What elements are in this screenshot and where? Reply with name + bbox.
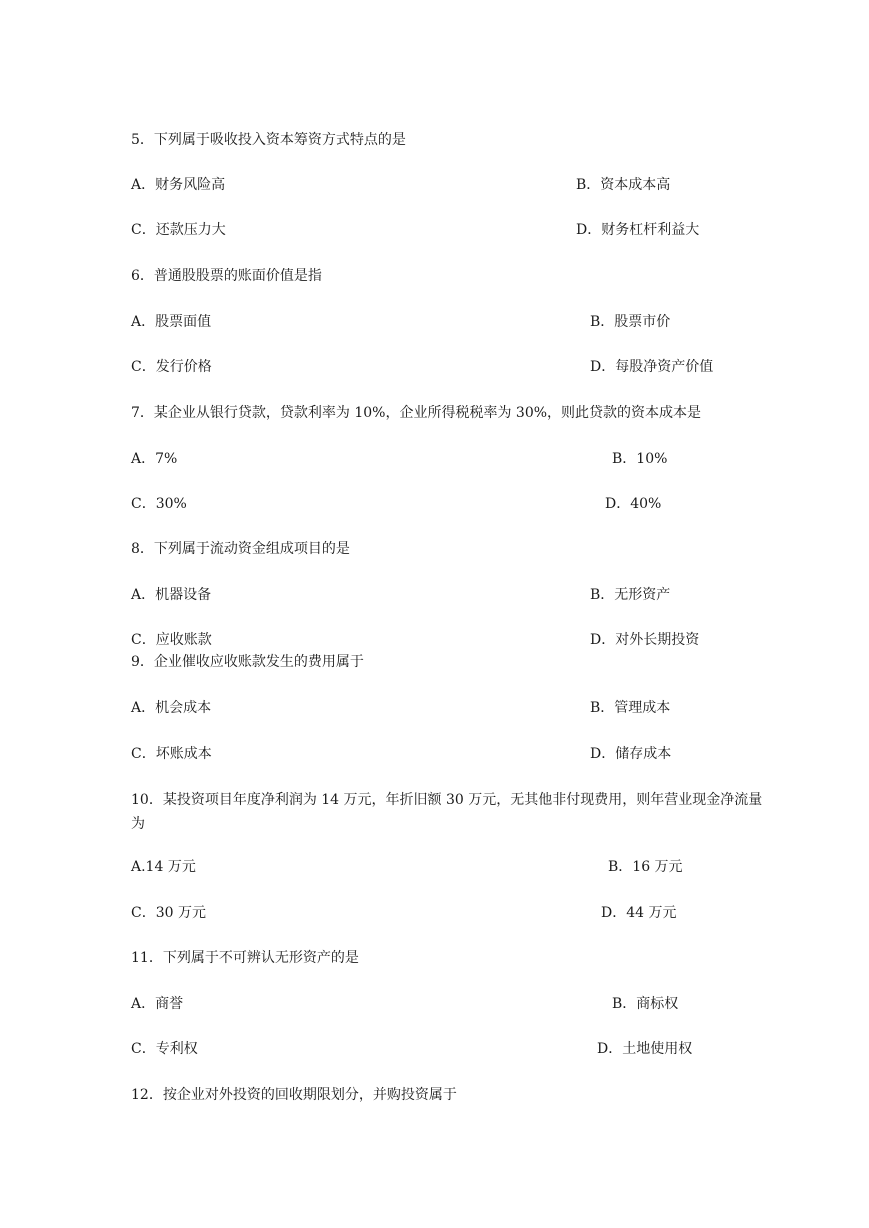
option-a: A.14 万元: [131, 859, 196, 875]
option-a: A．机器设备: [131, 587, 212, 603]
option-b: B．股票市价: [590, 314, 671, 330]
question-stem: 6．普通股股票的账面价值是指: [131, 268, 322, 284]
option-d: D．40%: [605, 496, 662, 512]
option-d: D．对外长期投资: [590, 632, 700, 648]
option-a: A．7%: [131, 451, 178, 467]
option-b: B．10%: [612, 451, 668, 467]
option-b: B．资本成本高: [576, 177, 671, 193]
option-c: C．发行价格: [131, 359, 212, 375]
option-d: D．44 万元: [601, 905, 677, 921]
question-stem: 10．某投资项目年度净利润为 14 万元，年折旧额 30 万元，无其他非付现费用，则年营业现金净流量为: [131, 792, 763, 832]
option-b: B．16 万元: [608, 859, 683, 875]
option-d: D．储存成本: [590, 746, 672, 762]
option-a: A．财务风险高: [131, 177, 226, 193]
question-stem: 8．下列属于流动资金组成项目的是: [131, 541, 350, 557]
option-c: C．30%: [131, 496, 187, 512]
option-a: A．机会成本: [131, 700, 212, 716]
option-c: C．应收账款: [131, 632, 212, 648]
question-stem: 9．企业催收应收账款发生的费用属于: [131, 654, 364, 670]
option-d: D．土地使用权: [597, 1041, 693, 1057]
question-stem: 11．下列属于不可辨认无形资产的是: [131, 950, 359, 966]
option-c: C．30 万元: [131, 905, 206, 921]
option-d: D．财务杠杆利益大: [576, 222, 700, 238]
option-c: C．还款压力大: [131, 222, 226, 238]
question-stem: 12．按企业对外投资的回收期限划分，并购投资属于: [131, 1087, 457, 1103]
option-a: A．股票面值: [131, 314, 212, 330]
option-a: A．商誉: [131, 996, 184, 1012]
option-b: B．商标权: [612, 996, 679, 1012]
option-d: D．每股净资产价值: [590, 359, 714, 375]
question-stem: 7．某企业从银行贷款，贷款利率为 10%，企业所得税税率为 30%，则此贷款的资本成本是: [131, 405, 702, 421]
question-stem: 5．下列属于吸收投入资本筹资方式特点的是: [131, 132, 406, 148]
option-c: C．坏账成本: [131, 746, 212, 762]
option-b: B．管理成本: [590, 700, 671, 716]
option-c: C．专利权: [131, 1041, 198, 1057]
option-b: B．无形资产: [590, 587, 671, 603]
